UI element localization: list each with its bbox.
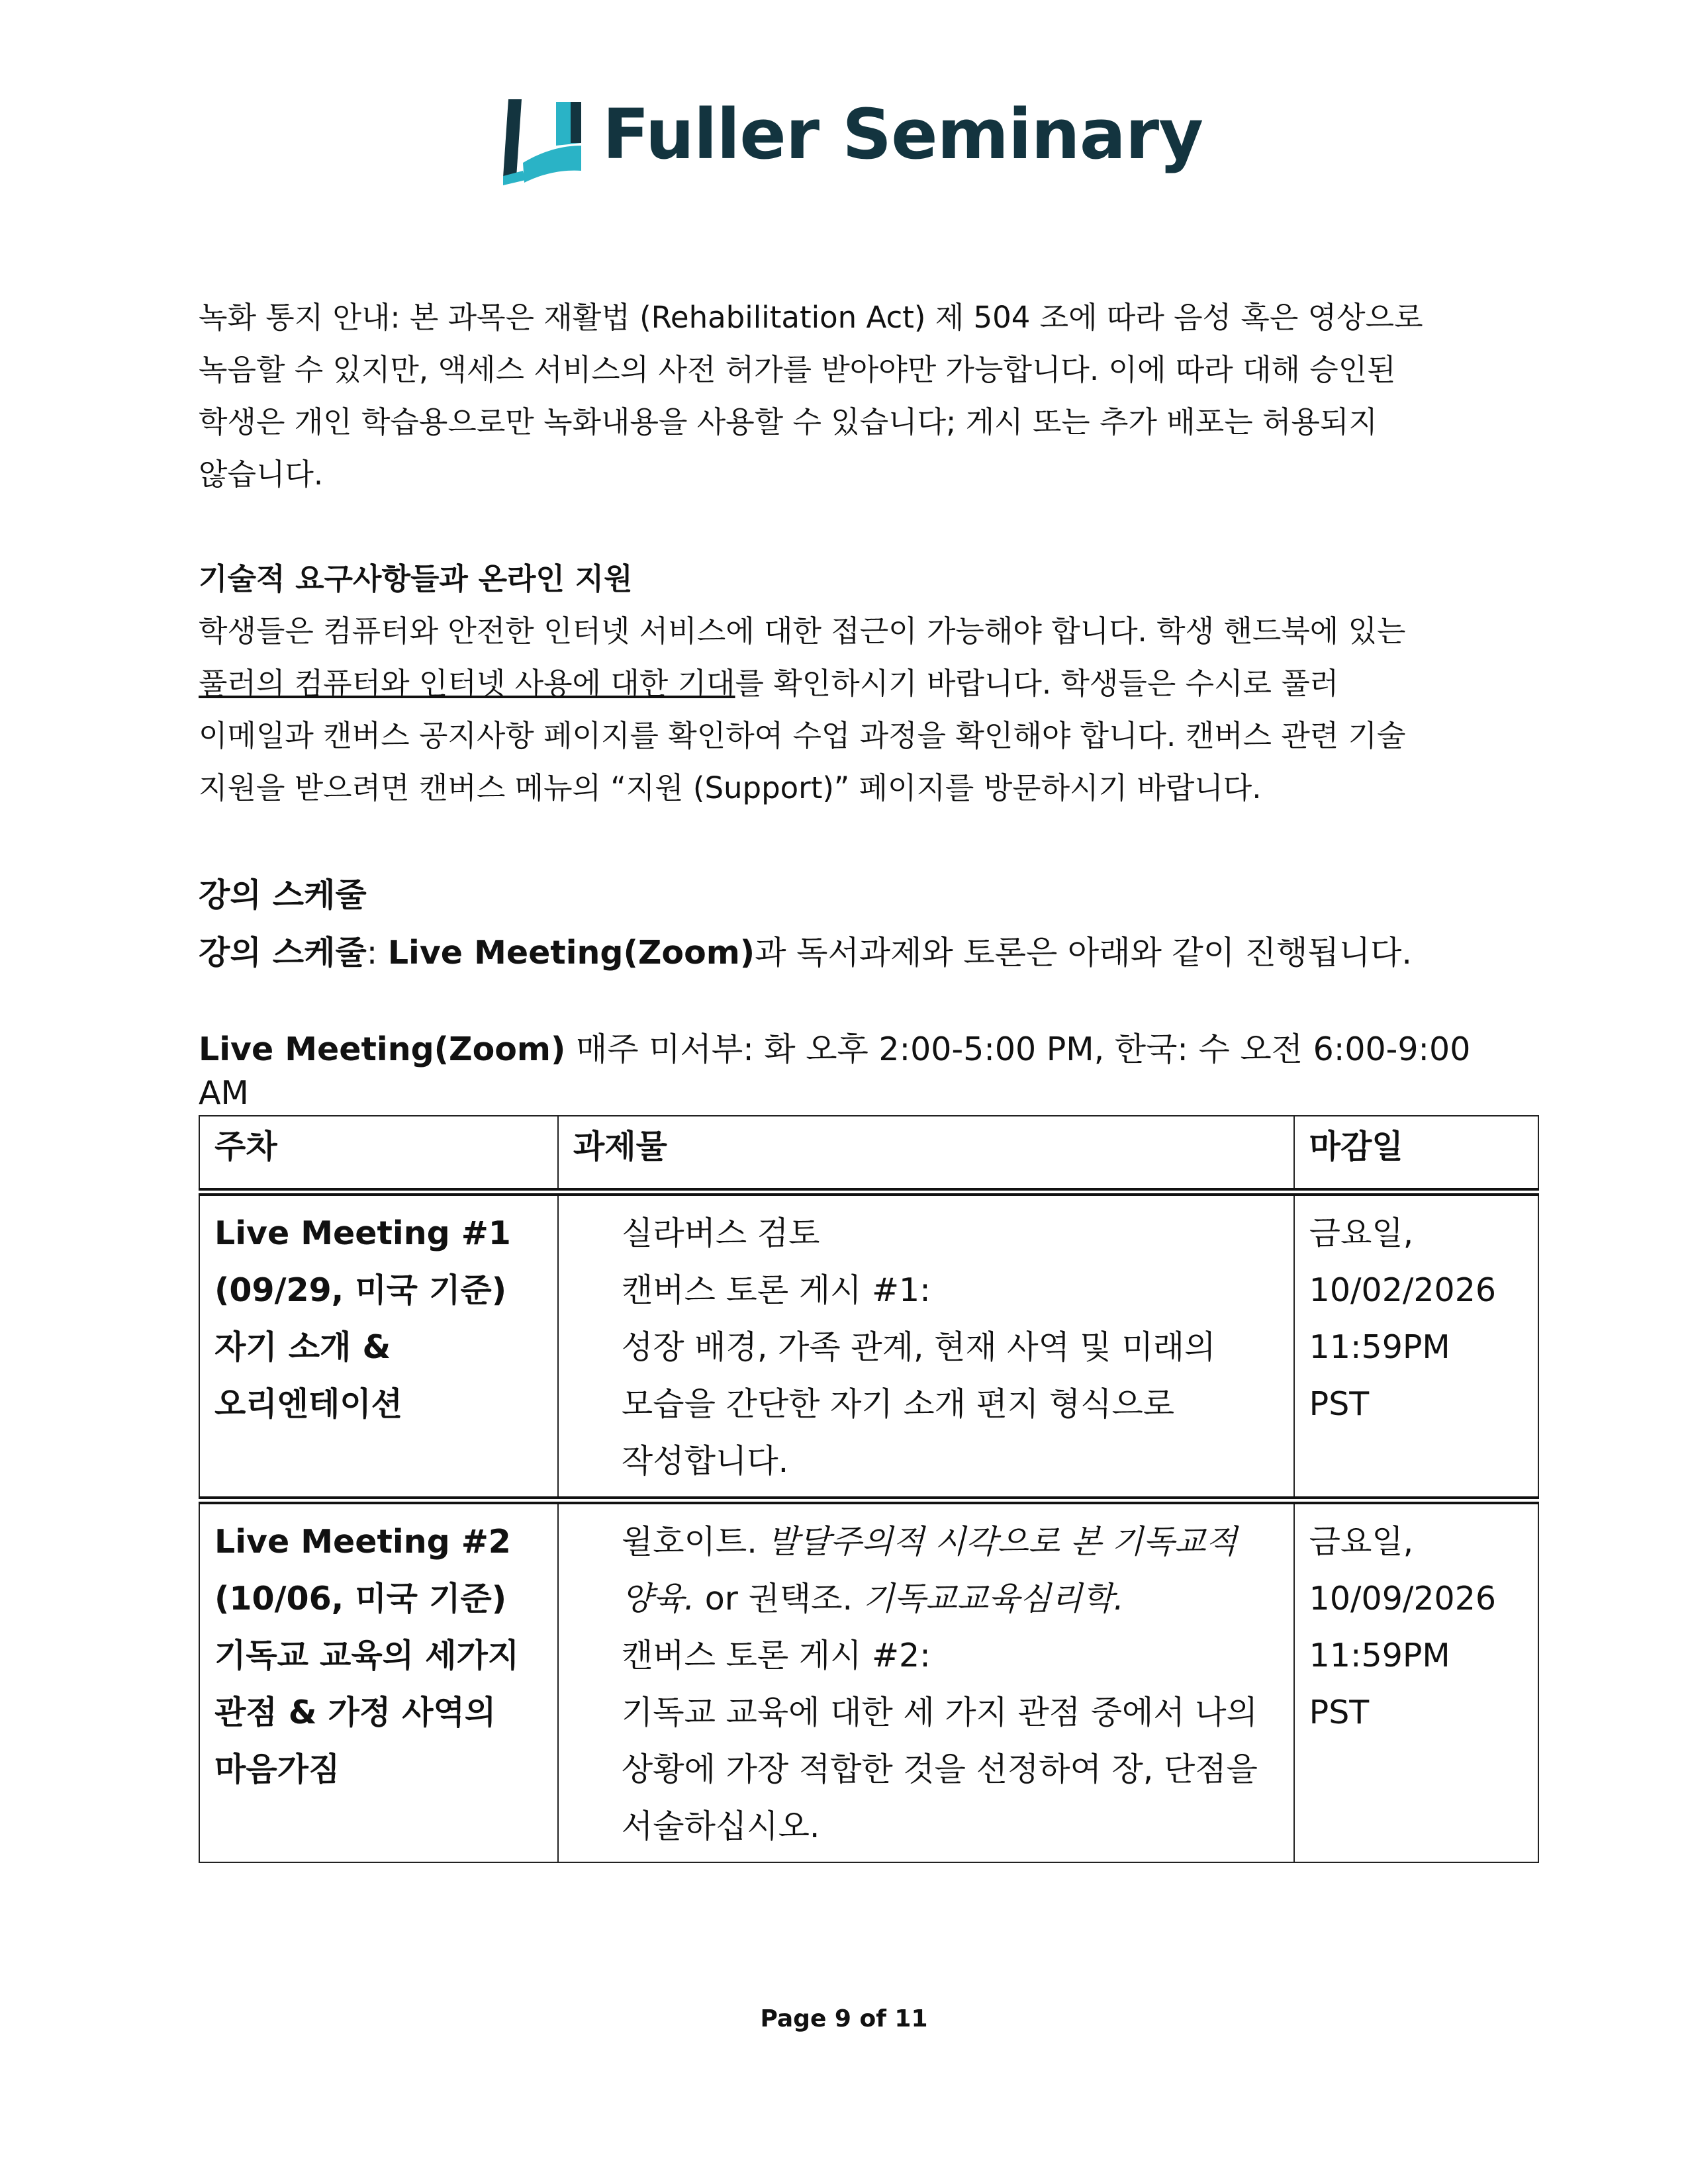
schedule-section <box>199 866 1496 1863</box>
task-line: 작성합니다. <box>621 1442 789 1480</box>
tech-heading: 기술적 요구사항들과 온라인 지원 <box>199 561 633 596</box>
author-name: or 권택조. <box>694 1580 863 1617</box>
task-line: 기독교 교육에 대한 세 가지 관점 중에서 나의 <box>621 1694 1258 1731</box>
recording-notice-line: 녹화 통지 안내: 본 과목은 재활법 (Rehabilitation Act) 제 504 조에 따라 음성 혹은 영상으로 <box>199 300 1423 335</box>
week-line: (10/06, 미국 기준) <box>214 1580 507 1617</box>
tech-line <box>199 657 1496 709</box>
task-line <box>622 1570 1279 1627</box>
tech-section <box>199 553 1496 814</box>
due-cell <box>1294 1192 1538 1500</box>
schedule-meeting: Live Meeting(Zoom) <box>387 934 755 972</box>
tech-line-text: 를 확인하시기 바랍니다. 학생들은 수시로 풀러 <box>735 666 1339 701</box>
task-line: 캔버스 토론 게시 #2: <box>621 1637 931 1674</box>
tasks-cell <box>558 1192 1294 1500</box>
recording-notice-line: 않습니다. <box>199 457 324 492</box>
recording-notice-line: 녹음할 수 있지만, 액세스 서비스의 사전 허가를 받아야만 가능합니다. 이에 따라 대해 승인된 <box>199 352 1396 387</box>
author-name: 윌호이트. <box>621 1523 768 1561</box>
book-title: 발달주의적 시각으로 본 기독교적 <box>767 1523 1237 1561</box>
live-meeting-hours: 매주 미서부: 화 오후 2:00-5:00 PM, 한국: 수 오전 6:00-9:00 AM <box>199 1030 1471 1112</box>
tech-line: 지원을 받으려면 캔버스 메뉴의 “지원 (Support)” 페이지를 방문하시기 바랍니다. <box>199 770 1262 805</box>
due-line: 11:59PM <box>1309 1328 1450 1366</box>
table-row <box>199 1192 1538 1500</box>
schedule-heading: 강의 스케줄 <box>199 876 367 914</box>
week-cell <box>199 1192 558 1500</box>
table-row <box>199 1500 1538 1862</box>
header-assignments: 과제물 <box>558 1116 1294 1192</box>
task-line: 성장 배경, 가족 관계, 현재 사역 및 미래의 <box>621 1328 1216 1366</box>
schedule-text: 과 독서과제와 토론은 아래와 같이 진행됩니다. <box>755 934 1413 972</box>
book-logo-icon <box>503 99 586 185</box>
week-line: 오리엔테이션 <box>214 1385 403 1423</box>
week-line: Live Meeting #2 <box>214 1523 511 1561</box>
recording-notice <box>199 291 1496 500</box>
week-line: 관점 & 가정 사역의 <box>214 1694 496 1731</box>
task-line: 캔버스 토론 게시 #1: <box>621 1271 931 1309</box>
book-title: 기독교교육심리학. <box>863 1580 1124 1617</box>
book-title: 양육. <box>621 1580 695 1617</box>
schedule-label: 강의 스케줄 <box>199 934 367 972</box>
due-line: 10/09/2026 <box>1309 1580 1497 1617</box>
week-line: 마음가짐 <box>214 1751 340 1788</box>
schedule-colon: : <box>366 934 388 972</box>
header-week: 주차 <box>199 1116 558 1192</box>
week-line: Live Meeting #1 <box>214 1214 511 1252</box>
computer-expectations-link[interactable]: 풀러의 컴퓨터와 인터넷 사용에 대한 기대 <box>199 666 735 701</box>
schedule-intro <box>199 924 1496 981</box>
task-line: 실라버스 검토 <box>621 1214 820 1252</box>
logo-text: Fuller Seminary <box>602 94 1203 175</box>
logo <box>503 93 1203 192</box>
tasks-cell <box>558 1500 1294 1862</box>
page-number: Page 9 of 11 <box>760 2005 928 2032</box>
live-meeting-label: Live Meeting(Zoom) <box>199 1030 566 1068</box>
week-line: (09/29, 미국 기준) <box>214 1271 507 1309</box>
tech-line: 학생들은 컴퓨터와 안전한 인터넷 서비스에 대한 접근이 가능해야 합니다. 학생 핸드북에 있는 <box>199 614 1406 649</box>
task-line <box>622 1514 1279 1570</box>
week-line: 자기 소개 & <box>214 1328 391 1366</box>
schedule-table <box>199 1115 1539 1863</box>
task-line: 서술하십시오. <box>621 1807 820 1845</box>
due-line: 금요일, <box>1309 1523 1414 1561</box>
live-meeting-time <box>199 1028 1496 1115</box>
recording-notice-line: 학생은 개인 학습용으로만 녹화내용을 사용할 수 있습니다; 게시 또는 추가 배포는 허용되지 <box>199 404 1378 439</box>
task-line: 상황에 가장 적합한 것을 선정하여 장, 단점을 <box>621 1751 1258 1788</box>
due-line: PST <box>1309 1385 1370 1423</box>
tech-line: 이메일과 캔버스 공지사항 페이지를 확인하여 수업 과정을 확인해야 합니다. 캔버스 관련 기술 <box>199 718 1406 753</box>
header-due: 마감일 <box>1294 1116 1538 1192</box>
due-line: 10/02/2026 <box>1309 1271 1497 1309</box>
due-line: PST <box>1309 1694 1370 1731</box>
due-line: 금요일, <box>1309 1214 1414 1252</box>
due-cell <box>1294 1500 1538 1862</box>
page-content <box>199 291 1496 1863</box>
due-line: 11:59PM <box>1309 1637 1450 1674</box>
week-line: 기독교 교육의 세가지 <box>214 1637 520 1674</box>
task-line: 모습을 간단한 자기 소개 편지 형식으로 <box>621 1385 1175 1423</box>
table-header-row <box>199 1116 1538 1192</box>
week-cell <box>199 1500 558 1862</box>
